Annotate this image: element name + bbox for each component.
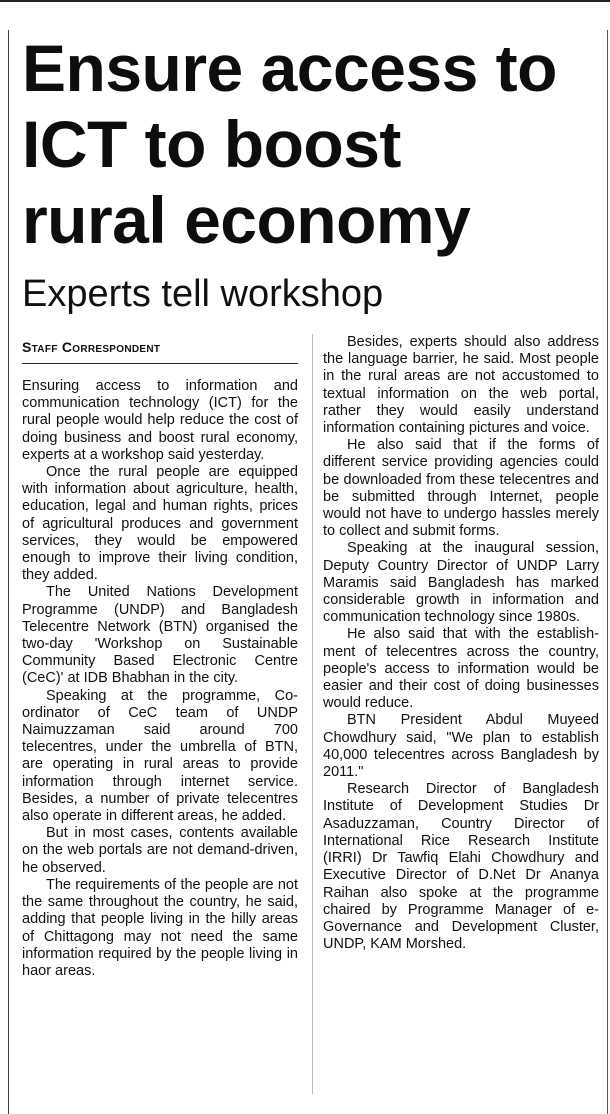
paragraph: Research Director of Bangladesh Institute of Development Studies Dr Asaduzzaman, Country Director of International Rice Research Institute (IRRI) Dr Tawfiq Elahi Chowdhury and Executive Director of D.Net Dr Ananya Raihan also spoke at the programme chaired by Programme Manager of e-Governance and Development Cluster, UNDP, KAM Morshed. bbox=[323, 781, 599, 953]
article-column-right bbox=[323, 334, 599, 953]
paragraph: Besides, experts should also address the language barrier, he said. Most people in the rural areas are not accustomed to textual information on the web portal, rather they would easily understand information containing pictures and voice. bbox=[323, 334, 599, 437]
top-border-rule bbox=[0, 0, 610, 2]
paragraph: Ensuring access to information and communication technology (ICT) for the rural people would help reduce the cost of doing business and boost rural economy, experts at a workshop said yesterday. bbox=[22, 378, 298, 463]
headline-line-1: Ensure access to bbox=[22, 31, 557, 105]
headline-line-2: ICT to boost bbox=[22, 107, 401, 181]
paragraph: But in most cases, contents available on the web portals are not demand-driven, he observed. bbox=[22, 825, 298, 876]
right-border-rule bbox=[607, 30, 608, 1114]
left-border-rule bbox=[8, 30, 9, 1114]
paragraph: The United Nations Development Programme (UNDP) and Bangladesh Telecentre Network (BTN) organised the two-day 'Workshop on Sustainable Community Based Electronic Centre (CeC)' at IDB Bhabhan in the city. bbox=[22, 584, 298, 687]
paragraph: He also said that with the establishment of telecentres across the country, people's access to information would be easier and their cost of doing businesses would reduce. bbox=[323, 626, 599, 712]
subheadline: Experts tell workshop bbox=[22, 273, 384, 315]
headline-line-3: rural economy bbox=[22, 183, 471, 257]
paragraph: He also said that if the forms of different service providing agencies could be downloaded from these telecentres and be submitted through Internet, people would not have to undergo hassles merely to collect and submit forms. bbox=[323, 437, 599, 540]
article-column-left bbox=[22, 378, 298, 980]
headline bbox=[22, 30, 602, 258]
paragraph: The requirements of the people are not the same throughout the country, he said, adding that people living in the hilly areas of Chittagong may not need the same information required by the people living in haor areas. bbox=[22, 876, 298, 979]
paragraph: BTN President Abdul Muyeed Chowdhury said, "We plan to establish 40,000 telecentres across Bangladesh by 2011." bbox=[323, 712, 599, 781]
byline: Staff Correspondent bbox=[22, 337, 298, 364]
paragraph: Speaking at the programme, Co-ordinator of CeC team of UNDP Naimuzzaman said around 700 telecentres, under the umbrella of BTN, are operating in rural areas to provide information through internet service. Besides, a number of private telecentres also operate in different areas, he added. bbox=[22, 687, 298, 825]
paragraph: Speaking at the inaugural session, Deputy Country Director of UNDP Larry Maramis said Bangladesh has marked considerable growth in information and communication technology since 1980s. bbox=[323, 540, 599, 626]
paragraph: Once the rural people are equipped with information about agriculture, health, education, legal and human rights, prices of agricultural produces and government services, they would be empowered enough to improve their living condition, they added. bbox=[22, 464, 298, 584]
column-gutter-rule bbox=[312, 334, 313, 1094]
